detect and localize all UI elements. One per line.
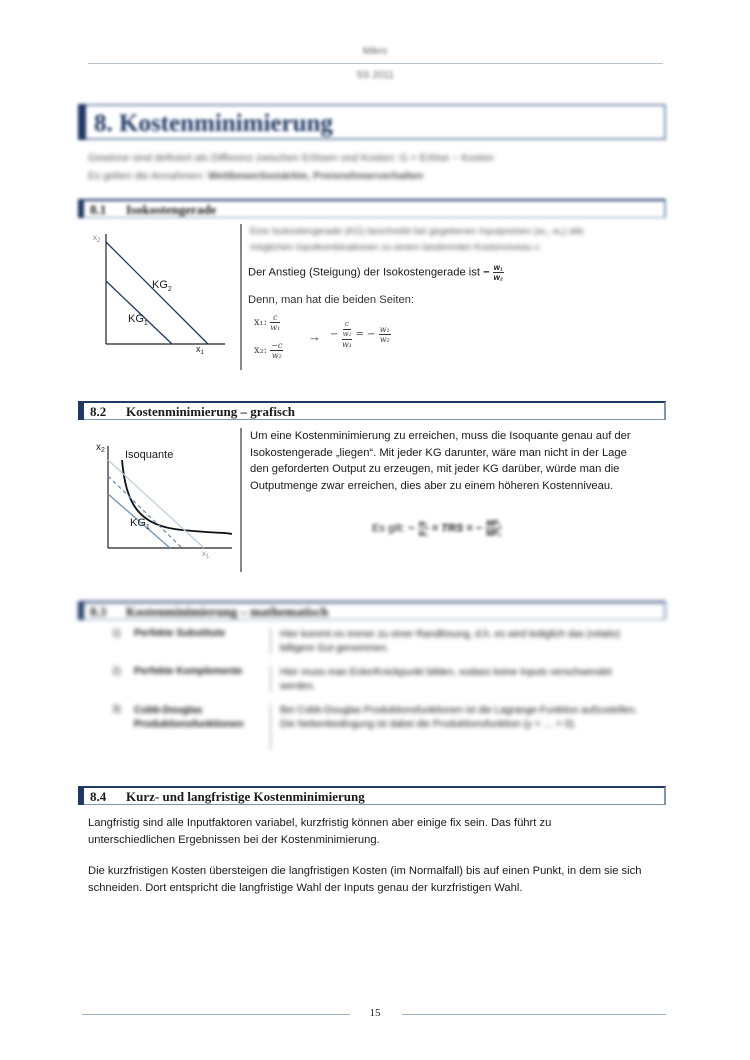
footer-line-left <box>82 1014 350 1015</box>
section-8-2-divider <box>240 428 242 572</box>
arrow-icon: → <box>308 329 321 344</box>
header-term: SS 2011 <box>356 70 394 81</box>
header-course: Mikro <box>362 46 388 57</box>
section-number: 8.1 <box>90 202 107 217</box>
intro-line-2 <box>88 168 423 185</box>
slope-derivation: − c w₂ w₁ = − $\frac{\text{w₁}}{\text{w₂}}$ <box>330 320 390 349</box>
kg1-label: $KG_1$ <box>128 313 148 327</box>
section-number: 8.4 <box>90 789 107 804</box>
isocost-chart <box>90 226 230 356</box>
s83-row-complements: 2) Perfekte Komplemente Hier muss man Ecke/Knickpunkt bilden, sodass keine Inputs verschwendet werden. <box>112 666 612 692</box>
slope-fraction: $\frac{\text{w₁}}{\text{w₂}}$ <box>493 263 503 282</box>
s82-text-line-3: den geforderten Output zu erzeugen, mit jeder KG darüber, würde man die <box>250 463 620 475</box>
section-8-1-divider <box>240 224 242 370</box>
section-title: Kurz- und langfristige Kostenminimierung <box>126 789 365 804</box>
s81-sides-text: Denn, man hat die beiden Seiten: <box>248 294 415 306</box>
s84-paragraph-2-line-1: Die kurzfristigen Kosten übersteigen die langfristigen Kosten (im Normalfall) bis auf einen Punkt, in dem sie sich <box>88 865 642 877</box>
isocost-line-kg2 <box>106 242 208 344</box>
s82-text-line-4: Outputmenge zwar erreichen, dies aber zu einem höheren Kostenniveau. <box>250 479 614 492</box>
s81-text-line-2: möglichen Inputkombinationen zu einem bestimmten Kostenniveau c. <box>250 242 543 253</box>
x1-axis-label: $x_1$ <box>202 549 210 560</box>
s81-text-line-1: Eine Isokostengerade (KG) beschreibt bei gegebenen Inputpreisen (w₁, w₂) alle <box>250 226 584 237</box>
intro-line-1: Gewinne sind definiert als Differenz zwischen Erlösen und Kosten: G = Erlöse − Kosten <box>88 152 495 164</box>
s82-text-line-1: Um eine Kostenminimierung zu erreichen, muss die Isoquante genau auf der <box>250 430 631 442</box>
section-heading-8-4 <box>78 786 666 805</box>
chapter-heading <box>78 104 666 140</box>
x2-side: x₂: $\frac{-c}{\text{w₂}}$ <box>254 341 283 360</box>
tangency-condition: Es gilt: − $\frac{\text{w₁}}{\text{w₂}}$ = TRS = − $\frac{\text{MP₁}}{\text{MP₂}}$ <box>372 519 502 538</box>
s81-slope-statement: Der Anstieg (Steigung) der Isokostengerade ist − $\frac{\text{w₁}}{\text{w₂}}$ <box>248 263 503 282</box>
x1-side: x₁: $\frac{c}{\text{w₁}}$ <box>254 313 281 332</box>
s84-paragraph-1-line-1: Langfristig sind alle Inputfaktoren variabel, kurzfristig können aber einige fix sein. Das führt zu <box>88 817 552 829</box>
section-heading-8-2 <box>78 401 666 420</box>
kg1-label: $KG_1$ <box>130 517 150 531</box>
section-heading-8-3 <box>78 601 666 620</box>
isocost-line-upper <box>108 460 204 548</box>
s84-paragraph-1-line-2: unterschiedlichen Ergebnissen bei der Kostenminimierung. <box>88 834 380 846</box>
section-title: Isokostengerade <box>126 202 217 217</box>
s84-paragraph-2-line-2: schneiden. Dort entspricht die langfristige Wahl der Inputs genau der kurzfristigen Wahl. <box>88 882 523 894</box>
section-title: Kostenminimierung – grafisch <box>126 404 295 419</box>
x1-axis-label: $x_1$ <box>196 344 204 356</box>
chapter-title: 8. Kostenminimierung <box>94 110 333 137</box>
footer-line-right <box>402 1014 666 1015</box>
intro-assumptions: Wettbewerbsmärkte, Preisnehmerverhalten <box>207 170 424 182</box>
section-heading-8-1 <box>78 199 666 218</box>
isocost-line-dashed <box>108 476 182 548</box>
cost-minimization-chart <box>92 436 237 561</box>
section-number: 8.2 <box>90 404 107 419</box>
kg2-label: $KG_2$ <box>152 279 172 293</box>
s82-text-line-2: Isokostengerade „liegen“. Mit jeder KG darunter, wäre man nicht in der Lage <box>250 446 627 459</box>
isoquant-label: Isoquante <box>125 449 174 461</box>
x2-axis-label: $x_2$ <box>93 233 101 244</box>
section-title: Kostenminimierung – mathematisch <box>126 604 329 619</box>
s83-row-substitutes: 1) Perfekte Substitute Hier kommt es immer zu einer Randlösung, d.h. es wird lediglich das (relativ) billigere Gut genommen. <box>112 628 621 654</box>
header-divider <box>88 63 663 64</box>
slope-text: Der Anstieg (Steigung) der Isokostengerade ist <box>248 266 480 279</box>
x2-axis-label: $x_2$ <box>96 442 105 454</box>
page-number: 15 <box>369 1007 381 1019</box>
s83-row-cobb-douglas: 3) Cobb-Douglas Produktionsfunktionen Bei Cobb-Douglas Produktionsfunktionen ist die Lagrange-Funktion aufzustellen. Die Nebenbedingung ist dabei die Produktionsfunktion (y = … = 0). <box>112 704 652 752</box>
section-number: 8.3 <box>90 604 107 619</box>
intro-prefix: Es gelten die Annahmen: <box>88 170 205 182</box>
